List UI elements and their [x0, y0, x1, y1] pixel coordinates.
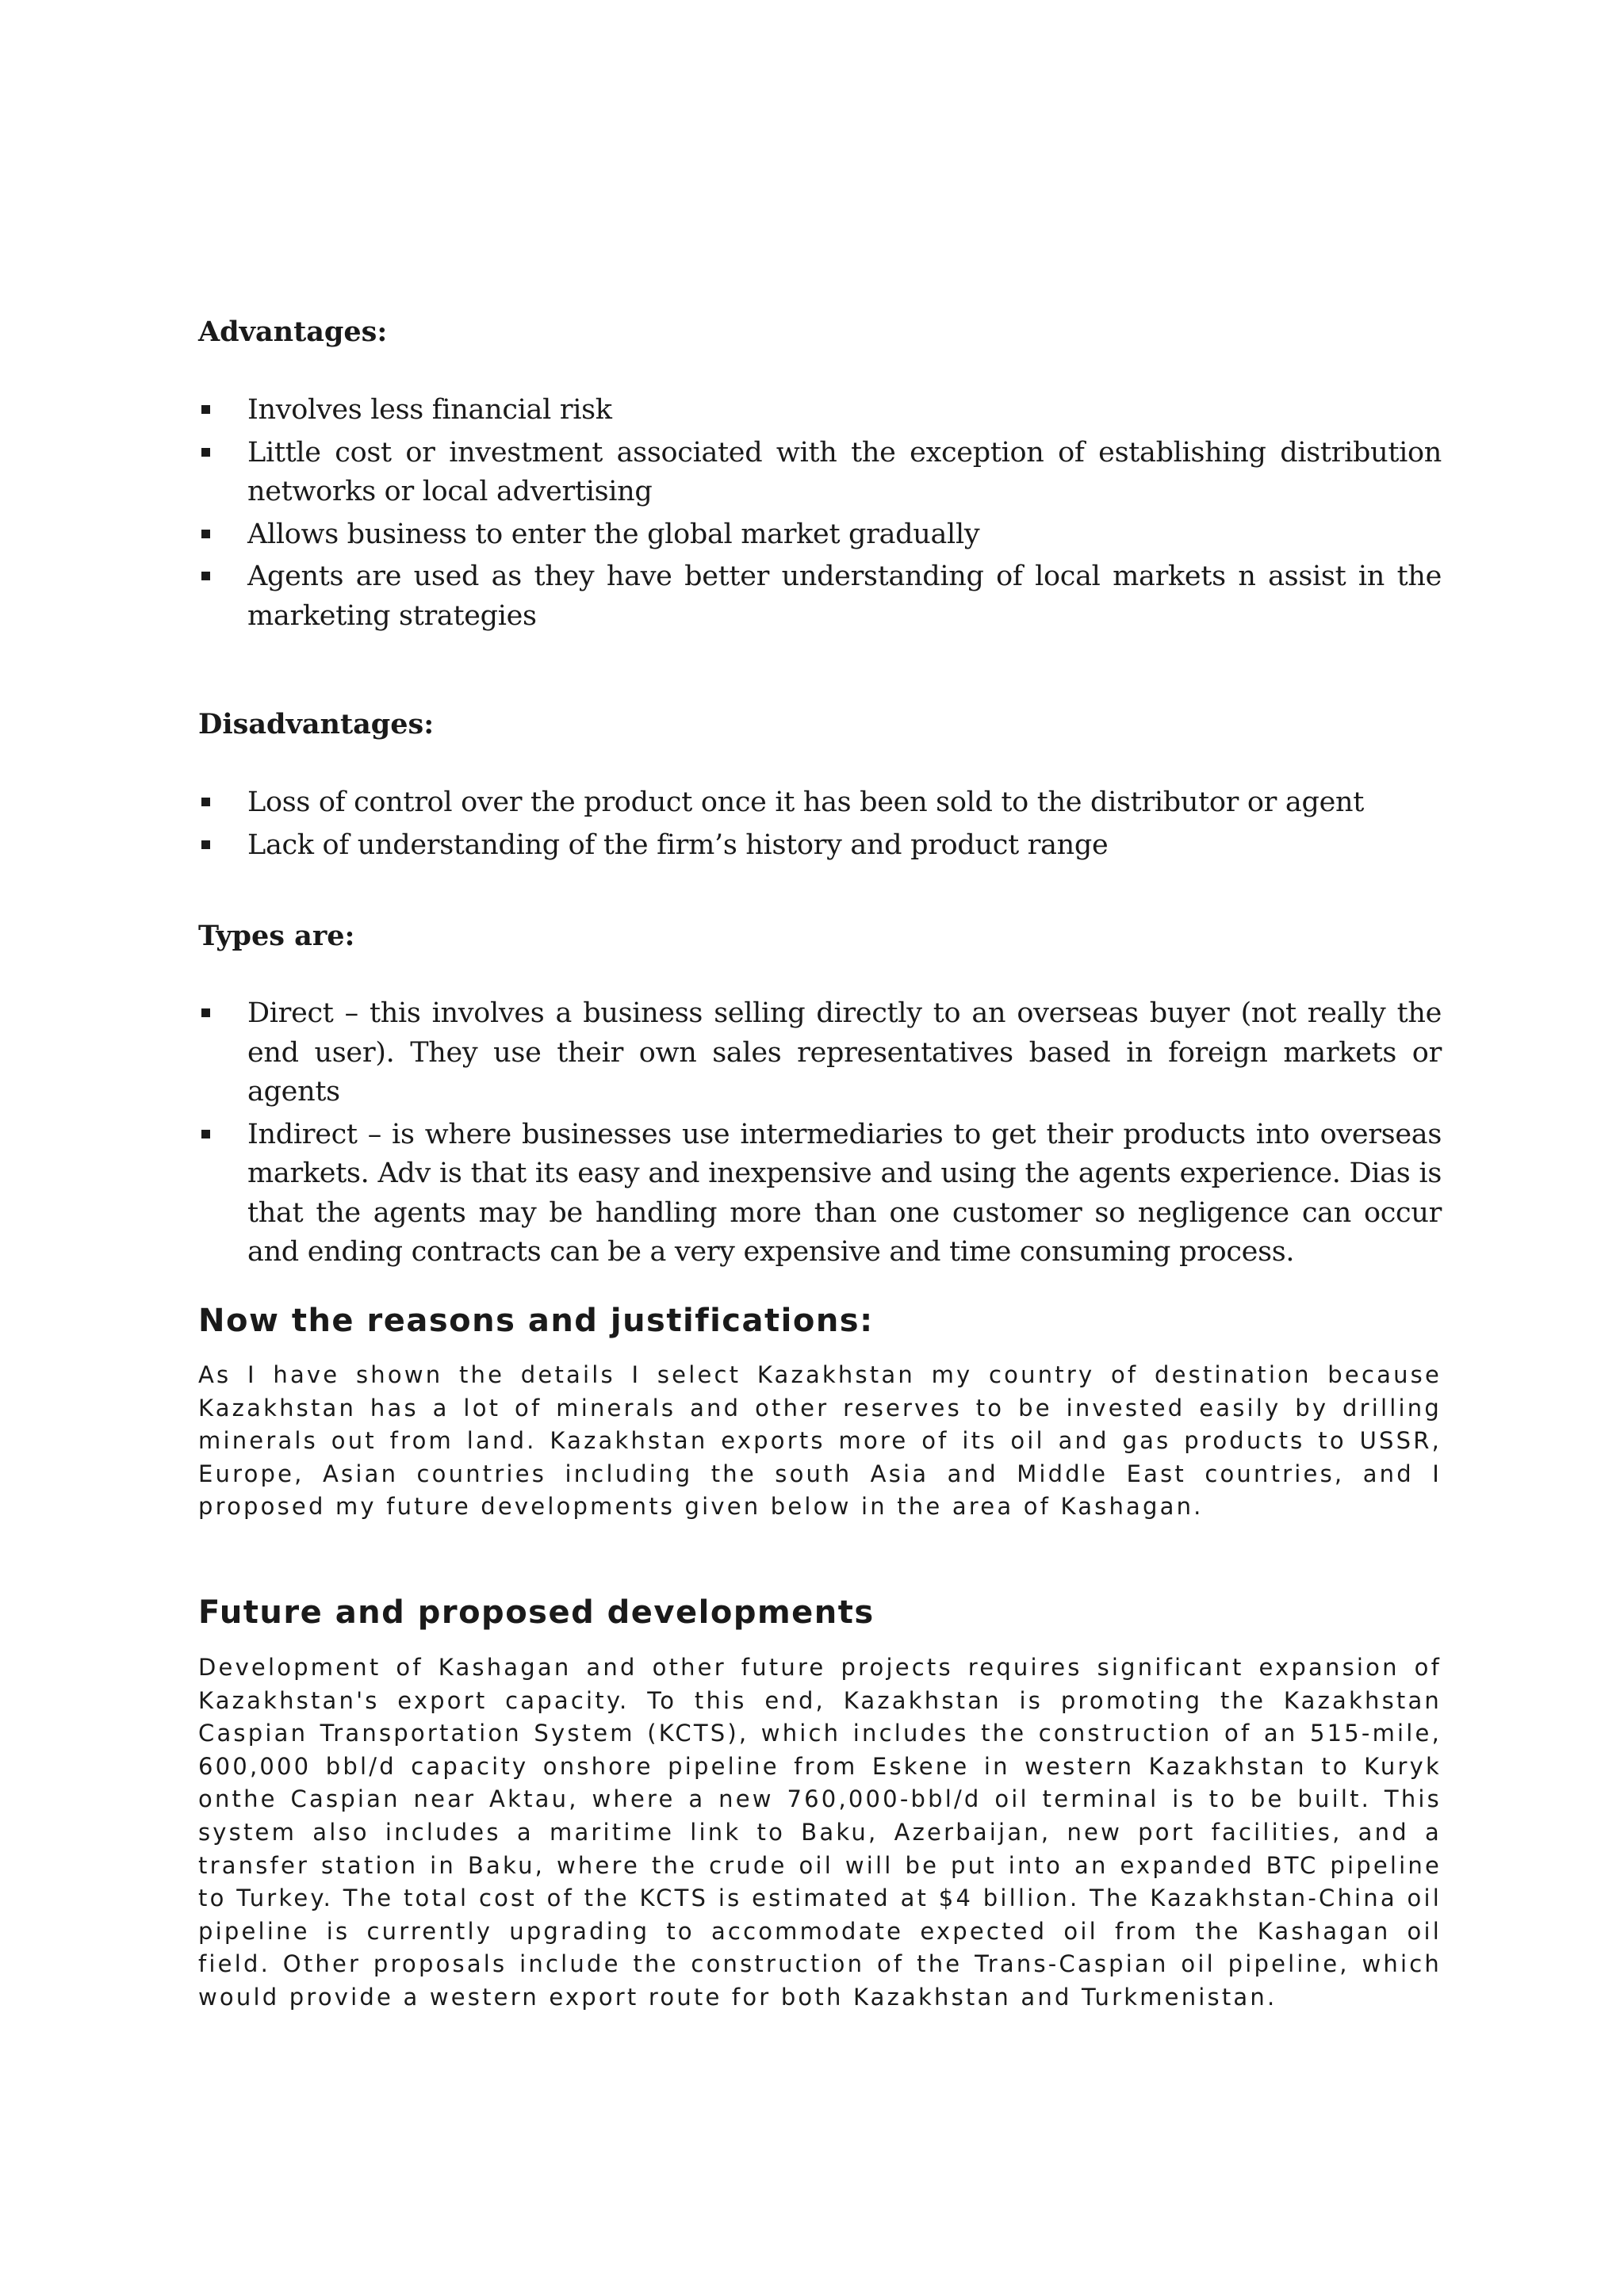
types-list	[198, 994, 1442, 1276]
list-item: Agents are used as they have better understanding of local markets n assist in the marketing strategies	[198, 557, 1442, 636]
list-item: Loss of control over the product once it has been sold to the distributor or agent	[198, 783, 1442, 823]
disadvantages-list	[198, 783, 1442, 868]
disadvantages-heading: Disadvantages:	[198, 708, 435, 740]
bullet-square-icon	[201, 530, 210, 538]
list-item: Allows business to enter the global market gradually	[198, 515, 1442, 555]
bullet-square-icon	[201, 798, 210, 806]
list-item: Direct – this involves a business selling directly to an overseas buyer (not really the end user). They use their own sales representatives based in foreign markets or agents	[198, 994, 1442, 1112]
bullet-square-icon	[201, 1130, 210, 1138]
bullet-square-icon	[201, 1008, 210, 1017]
list-item: Indirect – is where businesses use intermediaries to get their products into overseas markets. Adv is that its easy and inexpensive and using the agents experience. Dias is that the agents may be handling more than one customer so negligence can occur and ending contracts can be a very expensive and time consuming process.	[198, 1115, 1442, 1272]
list-item: Lack of understanding of the firm’s history and product range	[198, 826, 1442, 866]
list-item: Little cost or investment associated with the exception of establishing distribution networks or local advertising	[198, 434, 1442, 512]
advantages-list	[198, 391, 1442, 639]
future-paragraph: Development of Kashagan and other future projects requires significant expansion of Kazakhstan's export capacity. To this end, Kazakhstan is promoting the Kazakhstan Caspian Transportation System (KCTS), which includes the construction of an 515-mile, 600,000 bbl/d capacity onshore pipeline from Eskene in western Kazakhstan to Kuryk onthe Caspian near Aktau, where a new 760,000-bbl/d oil terminal is to be built. This system also includes a maritime link to Baku, Azerbaijan, new port facilities, and a transfer station in Baku, where the crude oil will be put into an expanded BTC pipeline to Turkey. The total cost of the KCTS is estimated at $4 billion. The Kazakhstan-China oil pipeline is currently upgrading to accommodate expected oil from the Kashagan oil field. Other proposals include the construction of the Trans-Caspian oil pipeline, which would provide a western export route for both Kazakhstan and Turkmenistan.	[198, 1654, 1442, 2011]
bullet-square-icon	[201, 572, 210, 580]
list-item: Involves less financial risk	[198, 391, 1442, 430]
types-heading: Types are:	[198, 920, 355, 952]
bullet-square-icon	[201, 405, 210, 414]
reasons-heading: Now the reasons and justifications:	[198, 1303, 874, 1339]
future-heading: Future and proposed developments	[198, 1594, 875, 1631]
reasons-paragraph: As I have shown the details I select Kazakhstan my country of destination because Kazakhstan has a lot of minerals and other reserves to be invested easily by drilling minerals out from land. Kazakhstan exports more of its oil and gas products to USSR, Europe, Asian countries including the south Asia and Middle East countries, and I proposed my future developments given below in the area of Kashagan.	[198, 1361, 1442, 1521]
advantages-heading: Advantages:	[198, 316, 388, 348]
bullet-square-icon	[201, 840, 210, 849]
document-page	[198, 0, 1442, 2296]
bullet-square-icon	[201, 448, 210, 457]
